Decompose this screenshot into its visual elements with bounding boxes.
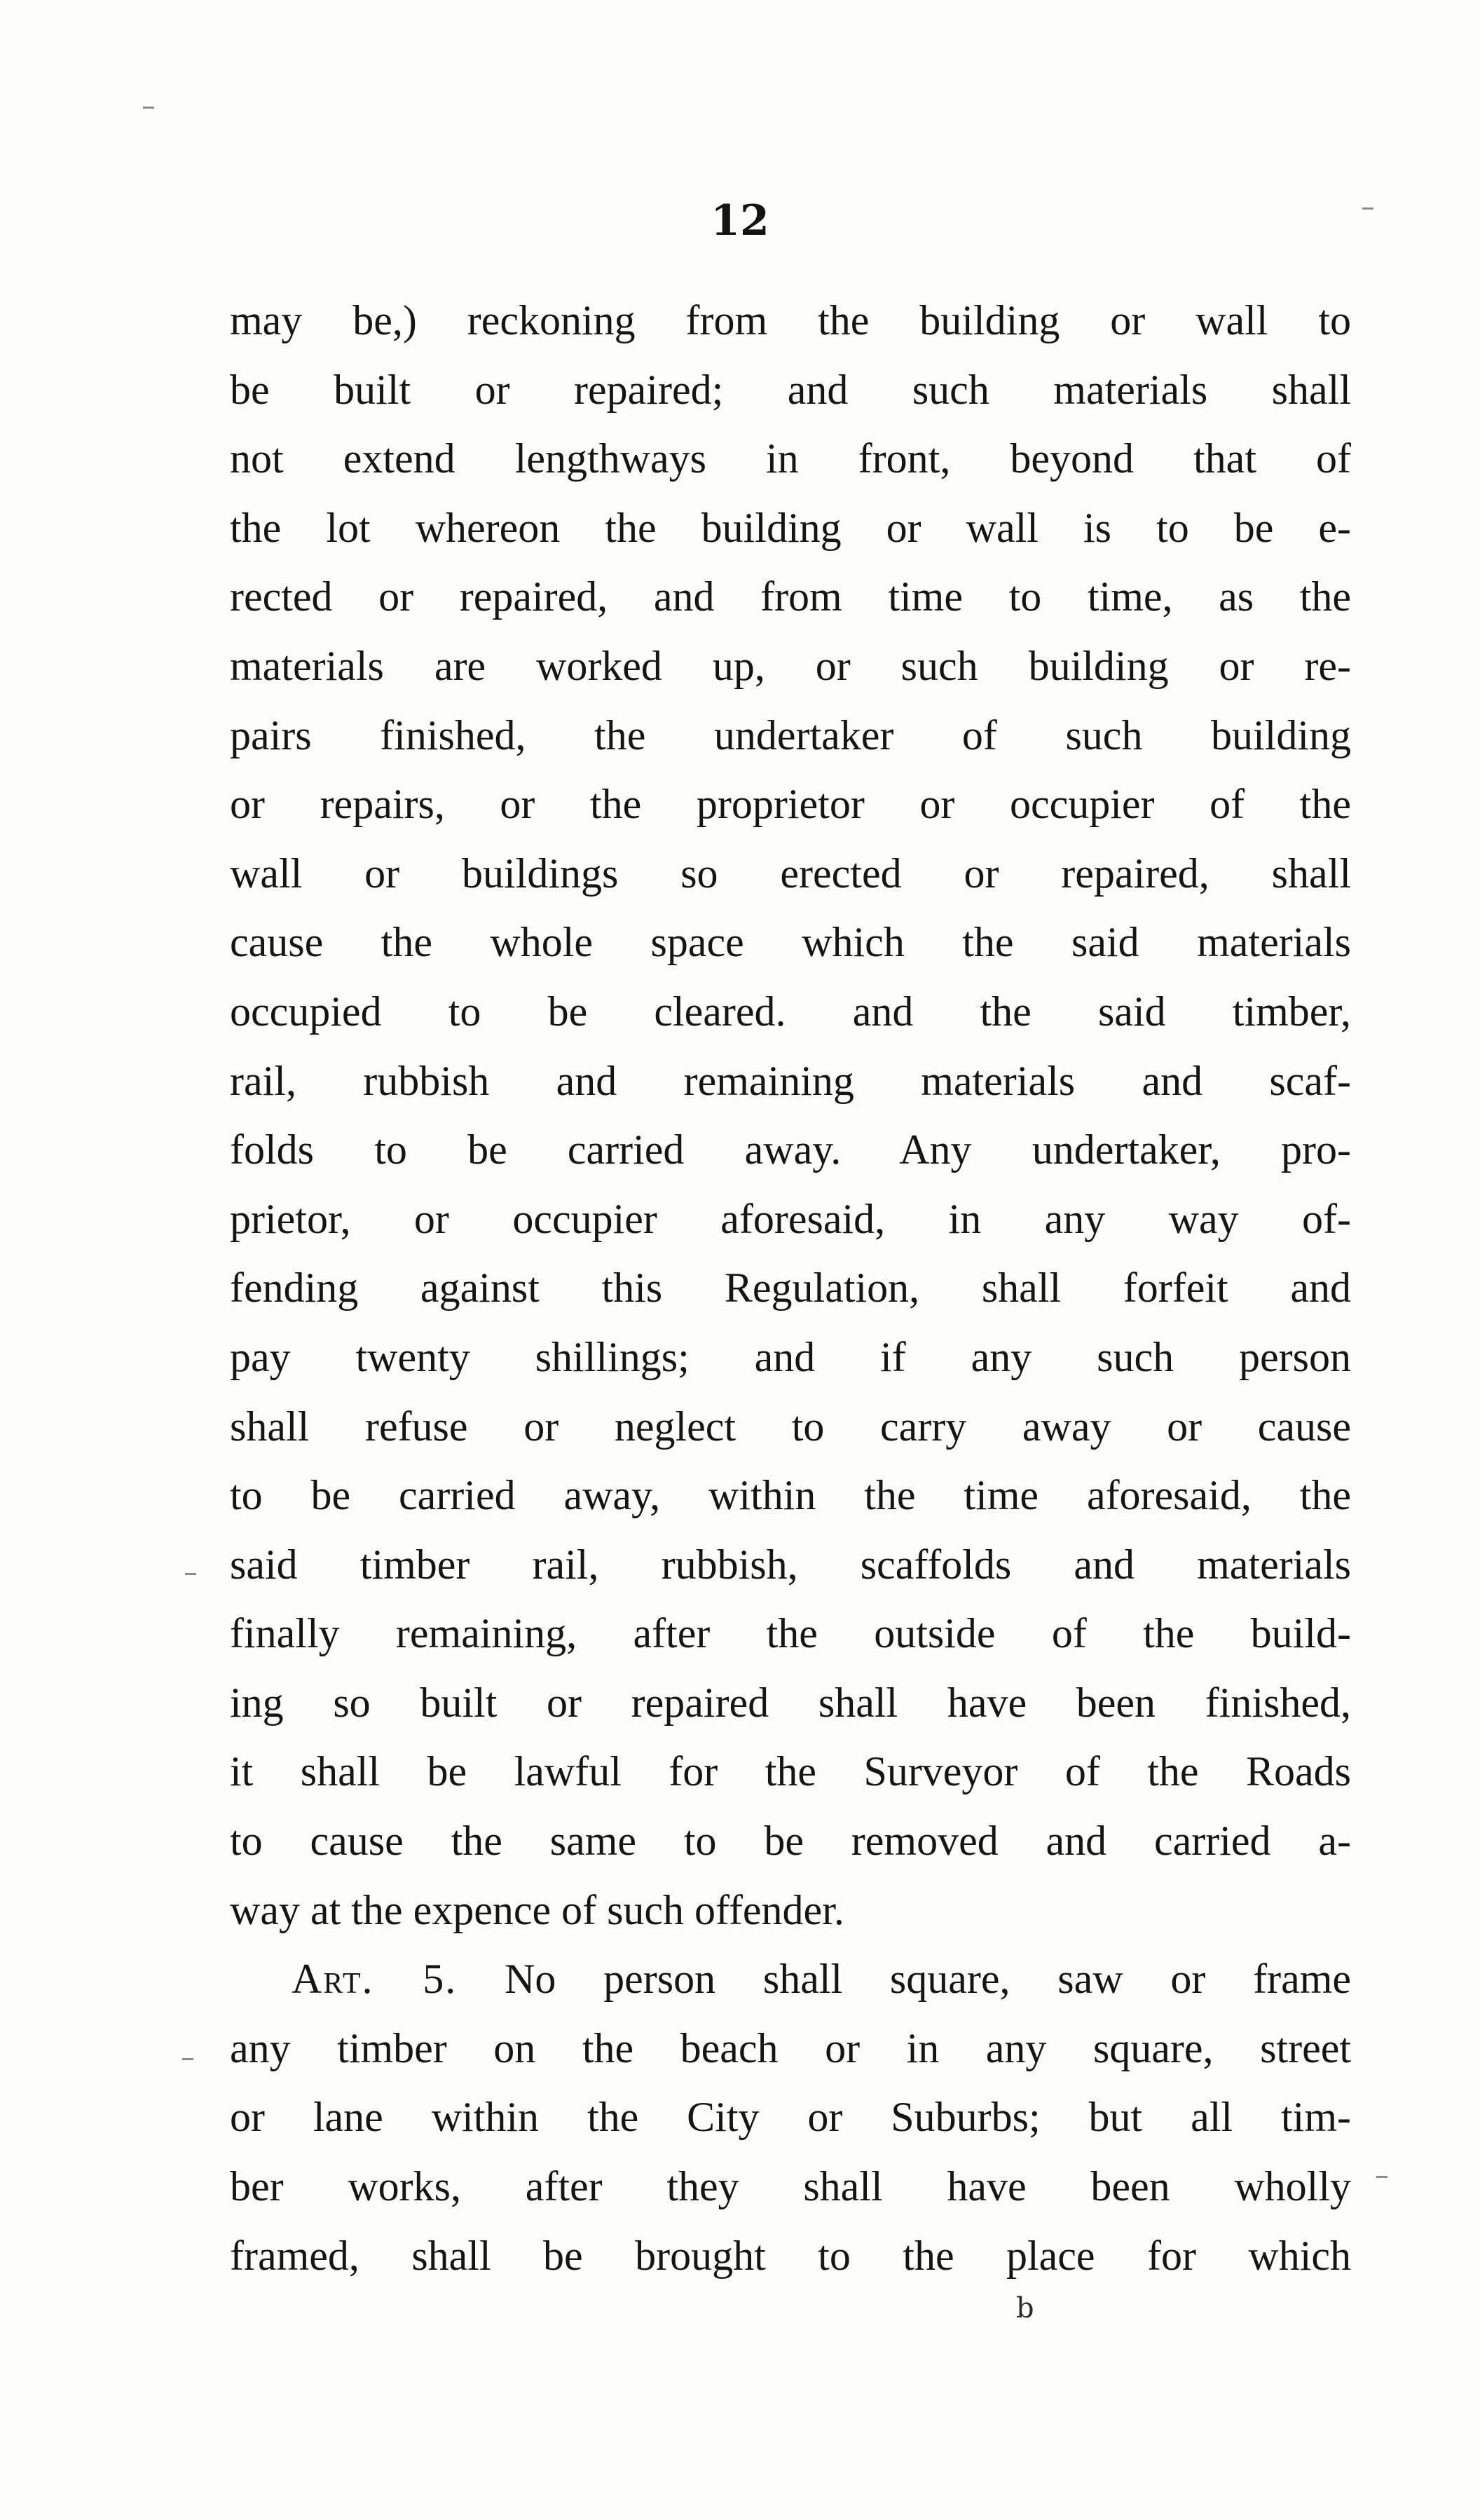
text-line: or lane within the City or Suburbs; but all tim- [230,2094,1351,2141]
text-line: pay twenty shillings; and if any such person [230,1333,1351,1380]
text-line: wall or buildings so erected or repaired, shall [230,850,1351,897]
scan-speck [1376,2176,1388,2178]
text-line: may be,) reckoning from the building or wall to [230,297,1351,343]
text-line: fending against this Regulation, shall forfeit and [230,1265,1351,1312]
text-line: finally remaining, after the outside of the build- [230,1610,1351,1657]
text-line: cause the whole space which the said materials [230,919,1351,966]
body-text [230,286,1351,2290]
text-line: ing so built or repaired shall have been finished, [230,1679,1351,1726]
text-line: ber works, after they shall have been wholly [230,2163,1351,2210]
text-line: any timber on the beach or in any square, street [230,2024,1351,2071]
article-heading-line [230,1945,1351,2014]
text-line: pairs finished, the undertaker of such building [230,711,1351,758]
text-line: said timber rail, rubbish, scaffolds and materials [230,1541,1351,1588]
text-line: prietor, or occupier aforesaid, in any way of- [230,1195,1351,1242]
article-label: Art. 5. [292,1956,458,2003]
text-line: be built or repaired; and such materials shall [230,366,1351,413]
text-line: not extend lengthways in front, beyond that of [230,435,1351,482]
page-number: 12 [711,196,769,245]
text-line: rected or repaired, and from time to time, as the [230,573,1351,620]
text-line: way at the expence of such offender. [230,1886,844,1933]
text-line: shall refuse or neglect to carry away or cause [230,1403,1351,1450]
text-line: to cause the same to be removed and carried a- [230,1818,1351,1865]
text-line: or repairs, or the proprietor or occupier of the [230,781,1351,828]
text-line: to be carried away, within the time aforesaid, the [230,1472,1351,1519]
signature-mark: b [1016,2292,1034,2324]
text-line: rail, rubbish and remaining materials and scaf- [230,1057,1351,1104]
scan-speck [143,107,154,109]
text-line: occupied to be cleared. and the said timber, [230,988,1351,1035]
text-line: it shall be lawful for the Surveyor of the Roads [230,1748,1351,1795]
scan-speck [1362,207,1373,210]
article-text: No person shall square, saw or frame [505,1956,1351,2003]
text-line: folds to be carried away. Any undertaker, pro- [230,1126,1351,1173]
scan-speck [185,1573,196,1575]
scan-speck [182,2058,193,2060]
text-line: materials are worked up, or such building or re- [230,642,1351,689]
text-line: framed, shall be brought to the place for which [230,2232,1351,2279]
text-line: the lot whereon the building or wall is to be e- [230,504,1351,551]
